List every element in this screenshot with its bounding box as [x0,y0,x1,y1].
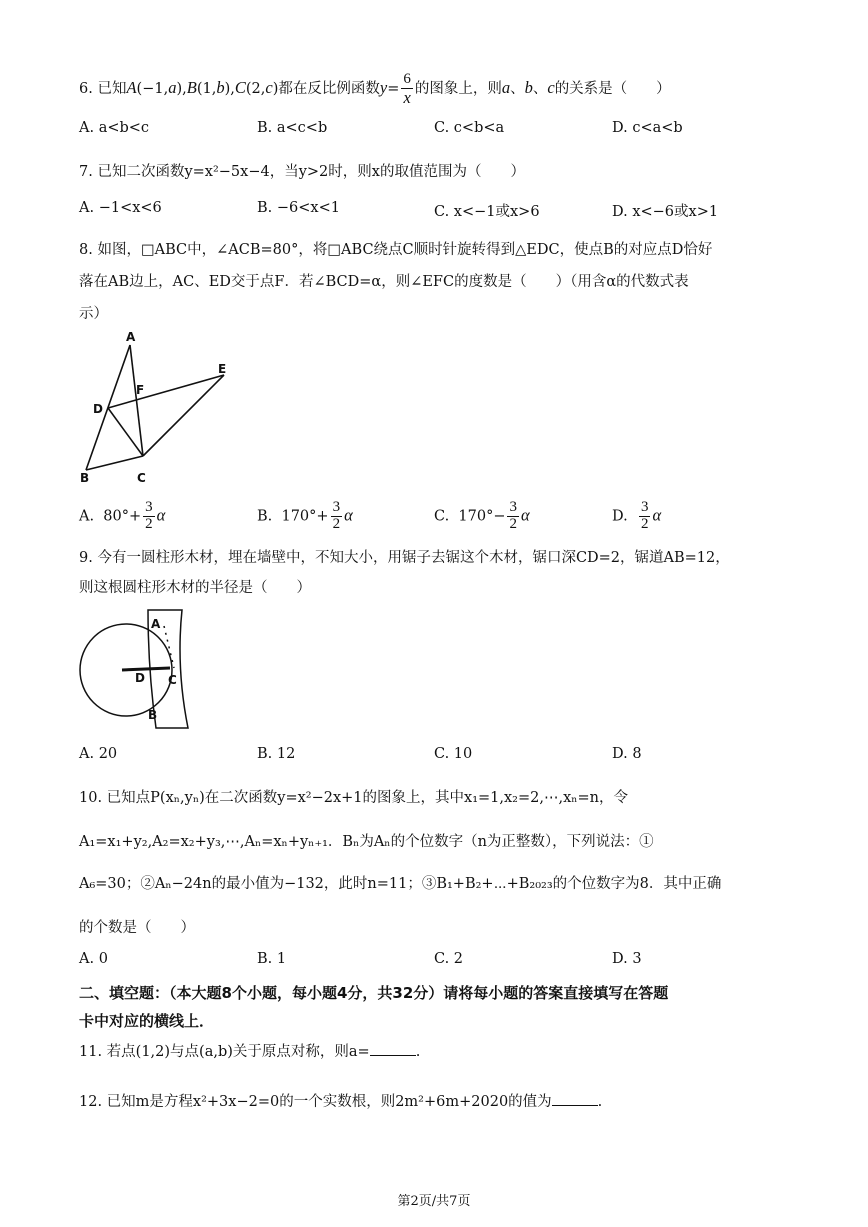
q8-line2: 落在AB边上，AC、ED交于点F．若∠BCD=α，则∠EFC的度数是（ ）（用含α的代数式表 [79,274,689,290]
q6-option-d[interactable]: D. c<a<b [612,120,683,136]
q11-answer-blank[interactable] [370,1041,416,1056]
q12-text: 12. 已知m是方程x²+3x−2=0的一个实数根，则2m²+6m+2020的值为 [79,1094,552,1110]
q10-line4: 的个数是（ ） [79,920,195,936]
label-c: C [137,471,146,485]
q9-option-d[interactable]: D. 8 [612,746,642,762]
section2-heading-line1: 二、填空题：（本大题8个小题，每小题4分，共32分）请将每小题的答案直接填写在答题 [79,984,669,1002]
segment-bc [86,456,143,470]
q9-option-c[interactable]: C. 10 [434,746,473,762]
label-b: B [80,471,90,485]
q8-line3: 示） [79,306,108,322]
q11-stem [79,1040,420,1061]
q9-line1: 9. 今有一圆柱形木材，埋在墙壁中，不知大小，用锯子去锯这个木材，锯口深CD=2，锯道AB=12， [79,550,730,566]
q10-option-a[interactable]: A. 0 [79,951,108,967]
label-f: F [136,383,145,397]
q6-stem: 6. 已知A(−1,a),B(1,b),C(2,c)都在反比例函数y= $\frac{6}{x}$ 的图象上，则a、b、c的关系是（ ） [79,71,671,107]
q10-option-c[interactable]: C. 2 [434,951,464,967]
q8-triangle-figure [74,325,244,490]
saw-cut-line [122,668,170,670]
q8-option-a[interactable]: A. 80°+ $\frac{3}{2}$ α [79,499,166,532]
q8-line1: 8. 如图，□ABC中，∠ACB=80°，将□ABC绕点C顺时针旋转得到△EDC，使点B的对应点D恰好 [79,242,713,258]
section2-heading-line2: 卡中对应的横线上． [79,1012,215,1030]
q9-circle-figure [76,604,198,736]
q7-stem: 7. 已知二次函数y=x²−5x−4，当y>2时，则x的取值范围为（ ） [79,164,525,180]
q12-stem [79,1090,602,1111]
label-b: B [148,708,158,722]
q7-option-a[interactable]: A. −1<x<6 [79,200,162,216]
q8-option-c[interactable]: C. 170°− $\frac{3}{2}$ α [434,499,530,532]
q10-line3: A₆=30；②Aₙ−24n的最小值为−132，此时n=11；③B₁+B₂+⋯+B₂₀₂₃的个位数字为8．其中正确 [79,876,722,892]
q10-option-b[interactable]: B. 1 [257,951,287,967]
q6-option-a[interactable]: A. a<b<c [79,120,150,136]
label-d: D [135,671,145,685]
q12-answer-blank[interactable] [552,1091,598,1106]
label-c: C [168,673,177,687]
label-a: A [151,617,161,631]
q10-option-d[interactable]: D. 3 [612,951,642,967]
page-footer: 第2页/共7页 [397,1194,471,1209]
q9-option-b[interactable]: B. 12 [257,746,296,762]
q9-line2: 则这根圆柱形木材的半径是（ ） [79,580,311,596]
q6-option-b[interactable]: B. a<c<b [257,120,328,136]
q12-end: . [597,1094,603,1110]
q7-option-d[interactable]: D. x<−6或x>1 [612,204,719,220]
q9-option-a[interactable]: A. 20 [79,746,118,762]
q11-end: . [415,1044,421,1060]
q10-line1: 10. 已知点P(xₙ,yₙ)在二次函数y=x²−2x+1的图象上，其中x₁=1,x₂=2,⋯,xₙ=n，令 [79,790,629,806]
q10-line2: A₁=x₁+y₂,A₂=x₂+y₃,⋯,Aₙ=xₙ+yₙ₊₁．Bₙ为Aₙ的个位数字（n为正整数），下列说法：① [79,834,654,850]
label-a: A [126,330,136,344]
label-e: E [218,362,227,376]
q11-text: 11. 若点(1,2)与点(a,b)关于原点对称，则a= [79,1044,370,1060]
q7-option-c[interactable]: C. x<−1或x>6 [434,204,540,220]
q7-option-b[interactable]: B. −6<x<1 [257,200,340,216]
q8-option-b[interactable]: B. 170°+ $\frac{3}{2}$ α [257,499,353,532]
label-d: D [93,402,103,416]
q8-option-d[interactable]: D. $\frac{3}{2}$ α [612,499,662,532]
q6-option-c[interactable]: C. c<b<a [434,120,505,136]
fraction-6-over-x: $\frac{6}{x}$ [403,71,411,107]
